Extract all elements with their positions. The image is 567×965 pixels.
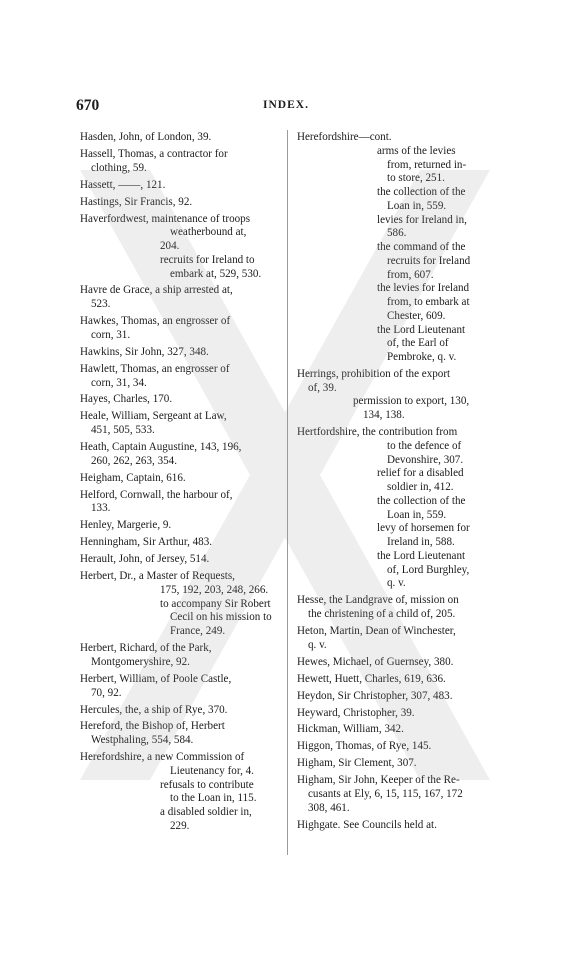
- entry-line: corn, 31, 34.: [91, 376, 147, 389]
- entry-line: Chester, 609.: [387, 309, 446, 322]
- entry-line: permission to export, 130,: [353, 395, 470, 408]
- entry-line: 586.: [387, 227, 407, 240]
- index-entry: [80, 489, 280, 517]
- index-entry: [80, 410, 280, 438]
- entry-line: Cecil on his mission to: [170, 611, 272, 624]
- entry-line: the levies for Ireland: [377, 282, 470, 295]
- entry-line: to the Loan in, 115.: [170, 792, 257, 805]
- left-column: [80, 131, 280, 837]
- index-entry: [297, 740, 497, 754]
- index-entry: [297, 757, 497, 771]
- entry-line: Hercules, the, a ship of Rye, 370.: [80, 703, 228, 716]
- index-entry: [80, 284, 280, 312]
- entry-line: Henningham, Sir Arthur, 483.: [80, 536, 213, 549]
- index-entry: [297, 656, 497, 670]
- entry-line: the christening of a child of, 205.: [308, 608, 456, 621]
- entry-line: to accompany Sir Robert: [160, 597, 271, 610]
- entry-line: 523.: [91, 298, 111, 311]
- index-entry: [80, 213, 280, 282]
- entry-line: 70, 92.: [91, 686, 122, 699]
- page-header: [76, 97, 496, 117]
- entry-line: Heigham, Captain, 616.: [80, 471, 186, 484]
- index-entry: [297, 625, 497, 653]
- entry-line: Hewett, Huett, Charles, 619, 636.: [297, 672, 446, 685]
- entry-line: Hassett, ——, 121.: [80, 178, 166, 191]
- entry-line: recruits for Ireland: [387, 254, 471, 267]
- index-entry: [297, 819, 497, 833]
- entry-line: Henley, Margerie, 9.: [80, 519, 172, 532]
- entry-line: a disabled soldier in,: [160, 806, 252, 819]
- index-entry: [80, 642, 280, 670]
- entry-line: Loan in, 559.: [387, 199, 447, 212]
- entry-line: from, to embark at: [387, 296, 470, 308]
- entry-line: Higham, Sir Clement, 307.: [297, 757, 417, 770]
- entry-line: Westphaling, 554, 584.: [91, 734, 194, 747]
- index-entry: [80, 148, 280, 176]
- index-entry: [80, 179, 280, 193]
- entry-line: Higgon, Thomas, of Rye, 145.: [297, 740, 432, 753]
- index-entry: [80, 315, 280, 343]
- entry-line: Hickman, William, 342.: [297, 723, 404, 736]
- entry-line: 134, 138.: [363, 409, 405, 422]
- entry-line: Heath, Captain Augustine, 143, 196,: [80, 441, 242, 454]
- entry-line: relief for a disabled: [377, 467, 464, 480]
- entry-line: Pembroke, q. v.: [387, 351, 457, 363]
- entry-line: Hesse, the Landgrave of, mission on: [297, 594, 459, 607]
- index-entry: [80, 393, 280, 407]
- entry-line: Lieutenancy for, 4.: [170, 764, 254, 777]
- entry-line: arms of the levies: [377, 144, 456, 157]
- entry-line: Hasden, John, of London, 39.: [80, 131, 212, 143]
- entry-line: the Lord Lieutenant: [377, 549, 466, 562]
- entry-line: to the defence of: [387, 439, 462, 452]
- entry-line: the command of the: [377, 241, 466, 253]
- index-entry: [297, 707, 497, 721]
- index-entry: [80, 363, 280, 391]
- entry-line: Hayes, Charles, 170.: [80, 393, 173, 406]
- entry-line: of, Lord Burghley,: [387, 563, 470, 576]
- entry-line: Devonshire, 307.: [387, 453, 464, 466]
- entry-line: Hastings, Sir Francis, 92.: [80, 195, 193, 208]
- entry-line: Hereford, the Bishop of, Herbert: [80, 720, 225, 733]
- entry-line: 133.: [91, 502, 111, 515]
- index-entry: [297, 690, 497, 704]
- entry-line: of, 39.: [308, 381, 337, 394]
- index-entry: [80, 196, 280, 210]
- entry-line: cusants at Ely, 6, 15, 115, 167, 172: [308, 788, 463, 800]
- entry-line: corn, 31.: [91, 328, 131, 341]
- entry-line: Heale, William, Sergeant at Law,: [80, 410, 227, 423]
- entry-line: weatherbound at,: [170, 226, 247, 239]
- entry-line: to store, 251.: [387, 172, 445, 185]
- entry-line: Herefordshire—cont.: [297, 131, 392, 143]
- column-divider: [287, 130, 288, 855]
- entry-line: the Lord Lieutenant: [377, 323, 466, 336]
- entry-line: levy of horsemen for: [377, 522, 470, 535]
- entry-line: soldier in, 412.: [387, 481, 454, 494]
- entry-line: Herault, John, of Jersey, 514.: [80, 553, 210, 566]
- entry-line: the collection of the: [377, 494, 466, 507]
- entry-line: q. v.: [387, 577, 406, 590]
- entry-line: 204.: [160, 240, 180, 252]
- entry-line: Heydon, Sir Christopher, 307, 483.: [297, 689, 453, 702]
- entry-line: Helford, Cornwall, the harbour of,: [80, 488, 233, 501]
- entry-line: Herbert, Dr., a Master of Requests,: [80, 570, 235, 583]
- entry-line: q. v.: [308, 638, 327, 651]
- entry-line: France, 249.: [170, 625, 226, 638]
- entry-line: Montgomeryshire, 92.: [91, 655, 190, 668]
- index-entry: [297, 774, 497, 815]
- entry-line: embark at, 529, 530.: [170, 267, 262, 280]
- index-entry: [297, 426, 497, 591]
- entry-line: clothing, 59.: [91, 161, 147, 174]
- entry-line: Higham, Sir John, Keeper of the Re-: [297, 774, 460, 787]
- index-entry: [80, 519, 280, 533]
- entry-line: of, the Earl of: [387, 337, 449, 350]
- entry-line: Hassell, Thomas, a contractor for: [80, 147, 228, 160]
- index-entry: [297, 723, 497, 737]
- index-entry: [80, 570, 280, 639]
- right-column: [297, 131, 497, 836]
- index-entry: [297, 131, 497, 365]
- index-entry: [80, 751, 280, 834]
- entry-line: 260, 262, 263, 354.: [91, 454, 177, 467]
- entry-line: Heton, Martin, Dean of Winchester,: [297, 625, 456, 637]
- index-entry: [80, 472, 280, 486]
- entry-line: Herbert, William, of Poole Castle,: [80, 672, 232, 685]
- entry-line: Hertfordshire, the contribution from: [297, 426, 458, 439]
- entry-line: from, returned in-: [387, 158, 467, 171]
- index-entry: [80, 346, 280, 360]
- entry-line: Hawkins, Sir John, 327, 348.: [80, 345, 209, 358]
- entry-line: Hawkes, Thomas, an engrosser of: [80, 315, 231, 328]
- index-entry: [80, 704, 280, 718]
- entry-line: 229.: [170, 819, 190, 832]
- entry-line: the collection of the: [377, 186, 466, 198]
- index-entry: [80, 131, 280, 145]
- entry-line: Ireland in, 588.: [387, 536, 455, 549]
- entry-line: Herefordshire, a new Commission of: [80, 751, 245, 764]
- entry-line: recruits for Ireland to: [160, 253, 255, 266]
- entry-line: Havre de Grace, a ship arrested at,: [80, 284, 233, 297]
- index-entry: [80, 441, 280, 469]
- entry-line: Hawlett, Thomas, an engrosser of: [80, 362, 230, 375]
- index-entry: [80, 720, 280, 748]
- index-entry: [80, 673, 280, 701]
- entry-line: from, 607.: [387, 268, 434, 281]
- entry-line: Herbert, Richard, of the Park,: [80, 642, 212, 655]
- entry-line: Hewes, Michael, of Guernsey, 380.: [297, 655, 454, 668]
- entry-line: Haverfordwest, maintenance of troops: [80, 212, 251, 225]
- entry-line: Highgate. See Councils held at.: [297, 818, 437, 831]
- entry-line: Loan in, 559.: [387, 508, 447, 521]
- entry-line: 308, 461.: [308, 801, 350, 814]
- entry-line: levies for Ireland in,: [377, 213, 467, 226]
- entry-line: 451, 505, 533.: [91, 424, 155, 437]
- index-title: INDEX.: [263, 99, 309, 111]
- page-number: 670: [76, 97, 100, 114]
- index-entry: [297, 368, 497, 423]
- index-entry: [80, 553, 280, 567]
- entry-line: refusals to contribute: [160, 778, 254, 791]
- entry-line: 175, 192, 203, 248, 266.: [160, 583, 269, 596]
- index-entry: [297, 673, 497, 687]
- index-entry: [297, 594, 497, 622]
- entry-line: Herrings, prohibition of the export: [297, 367, 451, 380]
- entry-line: Heyward, Christopher, 39.: [297, 706, 415, 719]
- index-entry: [80, 536, 280, 550]
